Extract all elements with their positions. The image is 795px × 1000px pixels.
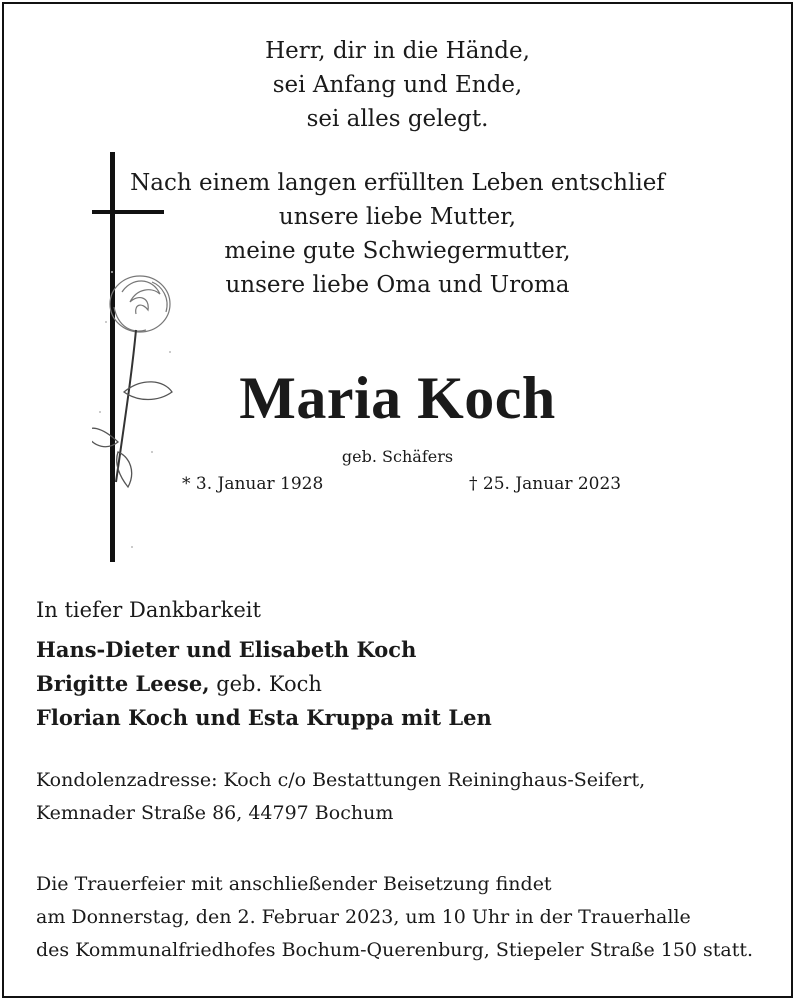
ceremony-line: des Kommunalfriedhofes Bochum-Querenburg, Stiepeler Straße 150 statt. — [36, 939, 754, 961]
ceremony-line: am Donnerstag, den 2. Februar 2023, um 10 Uhr in der Trauerhalle — [36, 906, 691, 928]
address-line: Kemnader Straße 86, 44797 Bochum — [36, 802, 394, 824]
intro-line: meine gute Schwiegermutter, — [224, 238, 571, 264]
mourner-line: Brigitte Leese, geb. Koch — [36, 671, 322, 696]
death-date: † 25. Januar 2023 — [469, 474, 622, 494]
deceased-name: Maria Koch — [239, 365, 556, 431]
ceremony-line: Die Trauerfeier mit anschließender Beisetzung findet — [36, 873, 552, 895]
intro-line: unsere liebe Mutter, — [278, 204, 517, 230]
obituary-notice — [2, 2, 793, 998]
verse-line: sei Anfang und Ende, — [272, 72, 523, 98]
intro-line: unsere liebe Oma und Uroma — [225, 272, 570, 298]
mourner-line: Hans-Dieter und Elisabeth Koch — [36, 637, 417, 662]
mourner-line: Florian Koch und Esta Kruppa mit Len — [36, 705, 492, 730]
verse-line: sei alles gelegt. — [306, 106, 489, 132]
birth-date: * 3. Januar 1928 — [182, 474, 324, 494]
cross-with-rose-icon — [92, 152, 202, 572]
intro-line: Nach einem langen erfüllten Leben entschlief — [130, 170, 665, 196]
address-line: Kondolenzadresse: Koch c/o Bestattungen Reininghaus-Seifert, — [36, 769, 646, 791]
condolence-address — [36, 764, 645, 830]
thanks-line: In tiefer Dankbarkeit — [36, 598, 261, 622]
ceremony-info — [36, 868, 753, 967]
maiden-name: geb. Schäfers — [341, 447, 454, 466]
verse — [4, 34, 791, 136]
verse-line: Herr, dir in die Hände, — [265, 38, 530, 64]
mourners-list — [36, 633, 492, 735]
